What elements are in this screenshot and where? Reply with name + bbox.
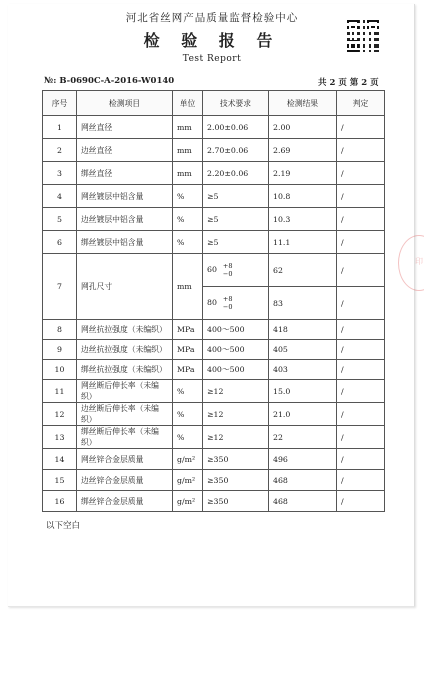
report-number: №: B-0690C-A-2016-W0140	[44, 76, 175, 86]
table-row	[43, 254, 385, 287]
cell-result: 10.8	[269, 185, 337, 208]
cell-item: 绑丝直径	[77, 162, 173, 185]
cell-item: 网丝锌合金层质量	[77, 449, 173, 470]
cell-requirement: ≥350	[203, 470, 269, 491]
report-subtitle: Test Report	[182, 54, 242, 64]
cell-requirement	[203, 287, 269, 320]
cell-requirement: ≥12	[203, 380, 269, 403]
table-row	[43, 185, 385, 208]
tol-minus: −0	[222, 303, 233, 311]
table-row	[43, 491, 385, 512]
cell-unit: mm	[173, 162, 203, 185]
cell-unit: g/m²	[173, 449, 203, 470]
table-row	[43, 139, 385, 162]
cell-result: 22	[269, 426, 337, 449]
table-row	[43, 380, 385, 403]
cell-no: 7	[43, 254, 77, 320]
table-row	[43, 403, 385, 426]
cell-unit: g/m²	[173, 491, 203, 512]
cell-unit: mm	[173, 116, 203, 139]
cell-item: 边丝直径	[77, 139, 173, 162]
cell-verdict: /	[337, 426, 385, 449]
cell-item: 网丝抗拉强度（未编织）	[77, 320, 173, 340]
cell-no: 13	[43, 426, 77, 449]
cell-result: 62	[269, 254, 337, 287]
report-title: 检 验 报 告	[143, 31, 281, 50]
cell-item: 绑丝镀层中铝含量	[77, 231, 173, 254]
cell-verdict: /	[337, 162, 385, 185]
cell-no: 6	[43, 231, 77, 254]
cell-unit: MPa	[173, 360, 203, 380]
page-info: 共 2 页 第 2 页	[318, 78, 379, 88]
cell-requirement: ≥5	[203, 208, 269, 231]
cell-unit: mm	[173, 254, 203, 320]
cell-no: 16	[43, 491, 77, 512]
cell-requirement: ≥350	[203, 449, 269, 470]
cell-no: 1	[43, 116, 77, 139]
cell-requirement: 400～500	[203, 360, 269, 380]
cell-requirement: 400～500	[203, 340, 269, 360]
cell-unit: %	[173, 403, 203, 426]
cell-requirement: 2.70±0.06	[203, 139, 269, 162]
cell-item: 绑丝锌合金层质量	[77, 491, 173, 512]
tolerance	[223, 262, 233, 278]
tol-plus: +8	[222, 295, 233, 303]
cell-result: 2.00	[269, 116, 337, 139]
cell-requirement: ≥350	[203, 491, 269, 512]
cell-result: 405	[269, 340, 337, 360]
cell-requirement: ≥12	[203, 426, 269, 449]
table-body	[43, 116, 385, 512]
cell-result: 468	[269, 491, 337, 512]
cell-verdict: /	[337, 287, 385, 320]
cell-verdict: /	[337, 491, 385, 512]
cell-unit: %	[173, 185, 203, 208]
table-row	[43, 116, 385, 139]
organization-name: 河北省丝网产品质量监督检验中心	[125, 12, 299, 24]
table-row	[43, 360, 385, 380]
col-header-unit: 单位	[173, 91, 203, 116]
cell-result: 2.69	[269, 139, 337, 162]
cell-no: 12	[43, 403, 77, 426]
tolerance	[223, 295, 233, 311]
cell-verdict: /	[337, 360, 385, 380]
cell-unit: MPa	[173, 320, 203, 340]
table-row	[43, 208, 385, 231]
cell-item: 边丝镀层中铝含量	[77, 208, 173, 231]
cell-verdict: /	[337, 340, 385, 360]
cell-no: 11	[43, 380, 77, 403]
cell-result: 83	[269, 287, 337, 320]
col-header-result: 检测结果	[269, 91, 337, 116]
cell-no: 10	[43, 360, 77, 380]
cell-item: 边丝断后伸长率（未编织）	[77, 403, 173, 426]
tol-plus: +8	[222, 262, 233, 270]
cell-unit: %	[173, 426, 203, 449]
cell-result: 496	[269, 449, 337, 470]
cell-requirement: ≥5	[203, 231, 269, 254]
cell-item: 边丝抗拉强度（未编织）	[77, 340, 173, 360]
col-header-no: 序号	[43, 91, 77, 116]
cell-item: 绑丝抗拉强度（未编织）	[77, 360, 173, 380]
cell-unit: %	[173, 380, 203, 403]
req-nominal: 60	[207, 265, 217, 274]
cell-verdict: /	[337, 470, 385, 491]
inspection-table	[42, 90, 385, 512]
red-seal-stamp: 印	[398, 235, 424, 291]
cell-no: 5	[43, 208, 77, 231]
cell-unit: mm	[173, 139, 203, 162]
cell-item: 绑丝断后伸长率（未编织）	[77, 426, 173, 449]
table-row	[43, 320, 385, 340]
cell-item: 网丝断后伸长率（未编织）	[77, 380, 173, 403]
blank-below-note: 以下空白	[46, 521, 81, 531]
cell-result: 418	[269, 320, 337, 340]
cell-item: 网丝镀层中铝含量	[77, 185, 173, 208]
cell-result: 403	[269, 360, 337, 380]
cell-unit: MPa	[173, 340, 203, 360]
cell-no: 2	[43, 139, 77, 162]
cell-requirement: ≥5	[203, 185, 269, 208]
cell-no: 14	[43, 449, 77, 470]
cell-requirement: 2.20±0.06	[203, 162, 269, 185]
table-row	[43, 470, 385, 491]
table-row	[43, 162, 385, 185]
cell-verdict: /	[337, 320, 385, 340]
cell-verdict: /	[337, 208, 385, 231]
cell-verdict: /	[337, 185, 385, 208]
col-header-verdict: 判定	[337, 91, 385, 116]
cell-verdict: /	[337, 380, 385, 403]
cell-no: 4	[43, 185, 77, 208]
cell-unit: %	[173, 231, 203, 254]
cell-no: 3	[43, 162, 77, 185]
cell-no: 8	[43, 320, 77, 340]
cell-item: 网孔尺寸	[77, 254, 173, 320]
cell-no: 9	[43, 340, 77, 360]
cell-verdict: /	[337, 116, 385, 139]
cell-requirement: 2.00±0.06	[203, 116, 269, 139]
cell-result: 11.1	[269, 231, 337, 254]
cell-item: 网丝直径	[77, 116, 173, 139]
cell-unit: %	[173, 208, 203, 231]
tol-minus: −0	[222, 270, 233, 278]
table-row	[43, 449, 385, 470]
col-header-item: 检测项目	[77, 91, 173, 116]
cell-verdict: /	[337, 449, 385, 470]
cell-requirement: 400～500	[203, 320, 269, 340]
cell-verdict: /	[337, 139, 385, 162]
cell-result: 21.0	[269, 403, 337, 426]
cell-result: 10.3	[269, 208, 337, 231]
cell-requirement	[203, 254, 269, 287]
cell-result: 2.19	[269, 162, 337, 185]
cell-requirement: ≥12	[203, 403, 269, 426]
cell-result: 15.0	[269, 380, 337, 403]
qr-code-icon	[347, 20, 379, 52]
cell-verdict: /	[337, 254, 385, 287]
cell-unit: g/m²	[173, 470, 203, 491]
col-header-requirement: 技术要求	[203, 91, 269, 116]
cell-verdict: /	[337, 403, 385, 426]
cell-item: 边丝锌合金层质量	[77, 470, 173, 491]
cell-result: 468	[269, 470, 337, 491]
cell-no: 15	[43, 470, 77, 491]
cell-verdict: /	[337, 231, 385, 254]
table-row	[43, 340, 385, 360]
table-row	[43, 426, 385, 449]
req-nominal: 80	[207, 298, 217, 307]
table-row	[43, 231, 385, 254]
table-header-row	[43, 91, 385, 116]
